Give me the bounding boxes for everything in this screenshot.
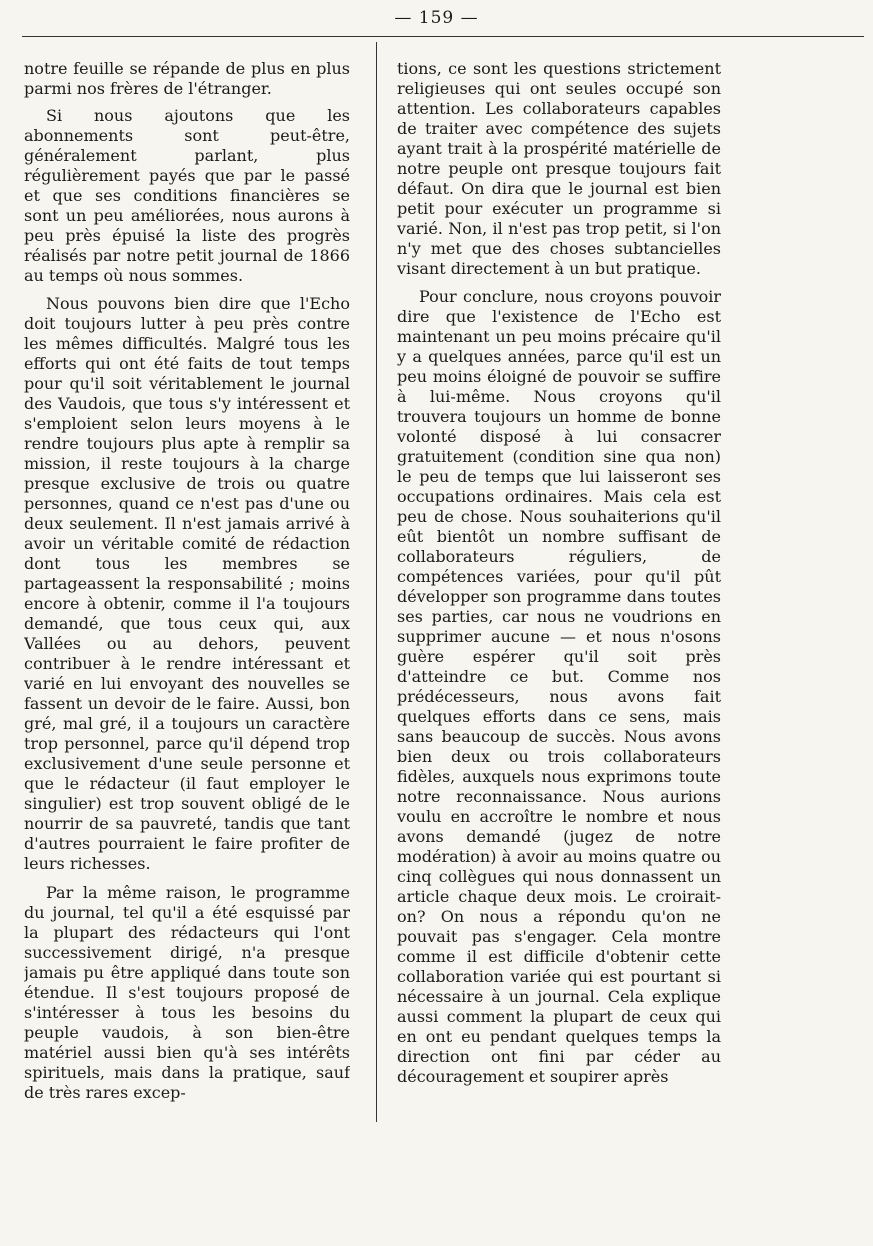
left-column <box>24 59 350 1129</box>
column-divider <box>376 42 377 1122</box>
left-paragraph-1: notre feuille se répande de plus en plus parmi nos frères de l'étranger. <box>24 59 350 98</box>
left-paragraph-2: Si nous ajoutons que les abonnements sont peut-être, généralement parlant, plus régulièrement payés que par le passé et que ses conditions financières se sont un peu améliorées, nous aurons à peu près épuisé la liste des progrès réalisés par notre petit journal de 1866 au temps où nous sommes. <box>24 106 350 285</box>
right-paragraph-2: Pour conclure, nous croyons pouvoir dire que l'existence de l'Echo est maintenant un peu moins précaire qu'il y a quelques années, parce qu'il est un peu moins éloigné de pouvoir se suffire à lui-même. Nous croyons qu'il trouvera toujours un homme de bonne volonté disposé à lui consacrer gratuitement (condition sine qua non) le peu de temps que lui laisseront ses occupations ordinaires. Mais cela est peu de chose. Nous souhaiterions qu'il eût bientôt un nombre suffisant de collaborateurs réguliers, de compétences variées, pour qu'il pût développer son programme dans toutes ses parties, car nous ne voudrions en supprimer aucune — et nous n'osons guère espérer qu'il soit près d'atteindre ce but. Comme nos prédécesseurs, nous avons fait quelques efforts dans ce sens, mais sans beaucoup de succès. Nous avons bien deux ou trois collaborateurs fidèles, auxquels nous exprimons toute notre reconnaissance. Nous aurions voulu en accroître le nombre et nous avons demandé (jugez de notre modération) à avoir au moins quatre ou cinq collègues qui nous donnassent un article chaque deux mois. Le croirait-on? On nous a répondu qu'on ne pouvait pas s'engager. Cela montre comme il est difficile d'obtenir cette collaboration variée qui est pourtant si nécessaire à un journal. Cela explique aussi comment la plupart de ceux qui en ont eu pendant quelques temps la direction ont fini par céder au découragement et soupirer après <box>397 287 721 1086</box>
header-rule <box>22 36 864 37</box>
page-number: — 159 — <box>394 8 479 28</box>
right-column <box>397 59 721 1129</box>
left-paragraph-3: Nous pouvons bien dire que l'Echo doit toujours lutter à peu près contre les mêmes difficultés. Malgré tous les efforts qui ont été faits de tout temps pour qu'il soit véritablement le journal des Vaudois, que tous s'y intéressent et s'emploient selon leurs moyens à le rendre toujours plus apte à remplir sa mission, il reste toujours à la charge presque exclusive de trois ou quatre personnes, quand ce n'est pas d'une ou deux seulement. Il n'est jamais arrivé à avoir un véritable comité de rédaction dont tous les membres se partageassent la responsabilité ; moins encore à obtenir, comme il l'a toujours demandé, que tous ceux qui, aux Vallées ou au dehors, peuvent contribuer à le rendre intéressant et varié en lui envoyant des nouvelles se fassent un devoir de le faire. Aussi, bon gré, mal gré, il a toujours un caractère trop personnel, parce qu'il dépend trop exclusivement d'une seule personne et que le rédacteur (il faut employer le singulier) est trop souvent obligé de le nourrir de sa pauvreté, tandis que tant d'autres pourraient le faire profiter de leurs richesses. <box>24 294 350 873</box>
right-paragraph-1: tions, ce sont les questions strictement religieuses qui ont seules occupé son attention. Les collaborateurs capables de traiter avec compétence des sujets ayant trait à la prospérité matérielle de notre peuple ont presque toujours fait défaut. On dira que le journal est bien petit pour exécuter un programme si varié. Non, il n'est pas trop petit, si l'on n'y met que des choses subtancielles visant directement à un but pratique. <box>397 59 721 278</box>
left-paragraph-4: Par la même raison, le programme du journal, tel qu'il a été esquissé par la plupart des rédacteurs qui l'ont successivement dirigé, n'a presque jamais pu être appliqué dans toute son étendue. Il s'est toujours proposé de s'intéresser à tous les besoins du peuple vaudois, à son bien-être matériel aussi bien qu'à ses intérêts spirituels, mais dans la pratique, sauf de très rares excep- <box>24 883 350 1102</box>
